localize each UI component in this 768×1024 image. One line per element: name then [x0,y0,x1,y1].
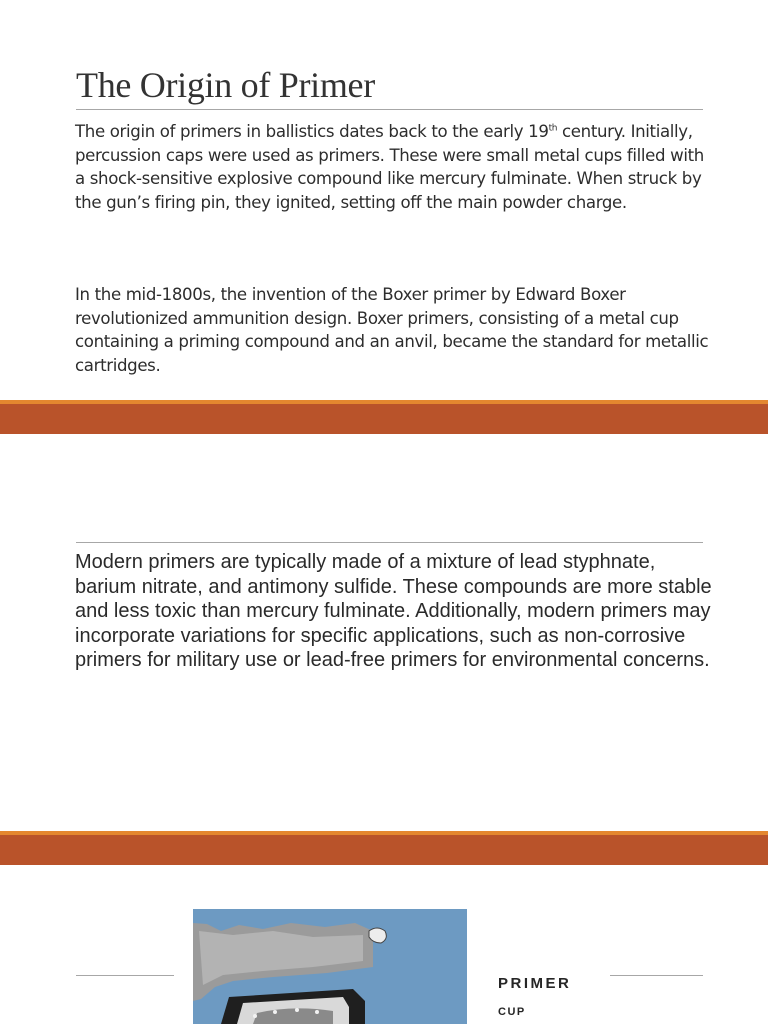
left-divider-line [76,975,174,976]
accent-band [0,404,768,434]
paragraph-origin [75,120,715,214]
right-divider-line [610,975,703,976]
paragraph-origin-text: The origin of primers in ballistics dates back to the early 19 [75,122,549,141]
primer-label: PRIMER [498,975,572,992]
primer-diagram-image [193,909,467,1024]
slide-1 [0,0,768,400]
cup-label: CUP [498,1006,526,1018]
paragraph-origin-text-cont: century. Initially, percussion caps were used as primers. These were small metal cups filled with a shock-sensitive explosive compound like mercury fulminate. When struck by the gun’s firing pin, they ignited, setting off the main powder charge. [75,122,704,212]
accent-band [0,835,768,865]
ordinal-suffix: th [548,123,558,134]
primer-cross-section-drawing [193,909,467,1024]
paragraph-boxer: In the mid-1800s, the invention of the Boxer primer by Edward Boxer revolutionized ammunition design. Boxer primers, consisting of a metal cup containing a priming compound and an anvil, became the standard for metallic cartridges. [75,285,709,375]
slide-title: The Origin of Primer [76,65,375,105]
title-underline [76,109,703,110]
divider-line [76,542,703,543]
modern-primers-text: Modern primers are typically made of a mixture of lead styphnate, barium nitrate, and antimony sulfide. These compounds are more stable and less toxic than mercury fulminate. Additionally, modern primers may incorporate variations for specific applications, such as non-corrosive primers for military use or lead-free primers for environmental concerns. [75,551,712,671]
